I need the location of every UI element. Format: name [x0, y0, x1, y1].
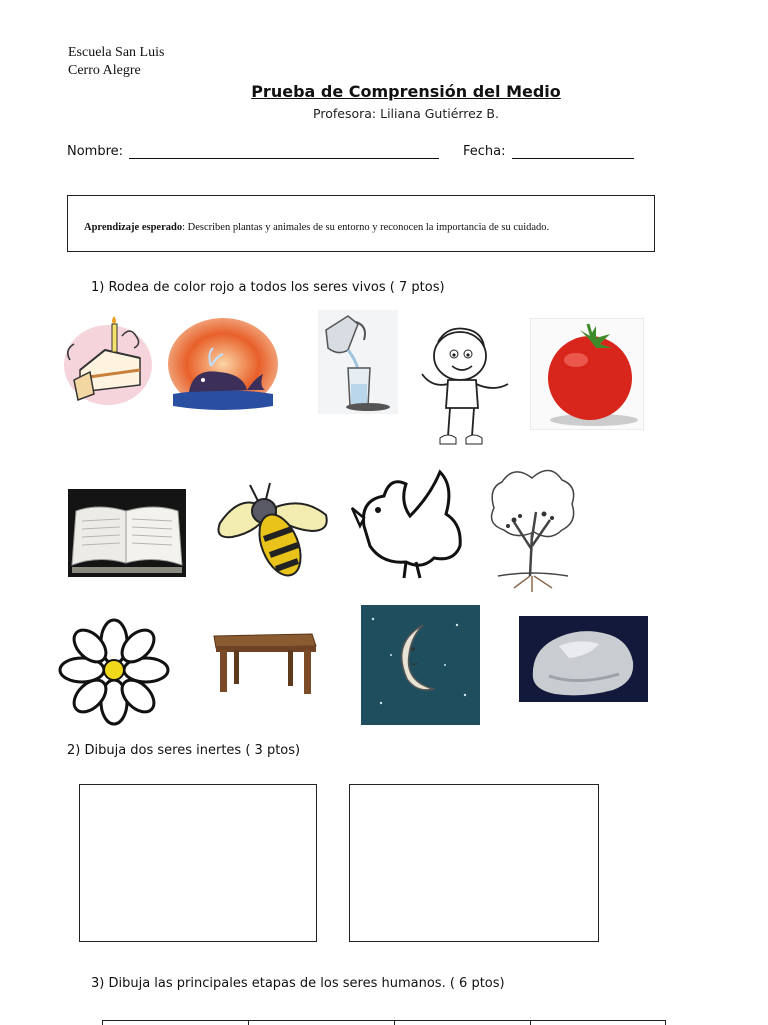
objective-label: Aprendizaje esperado: [84, 222, 183, 233]
wooden-table-icon[interactable]: [212, 628, 318, 696]
page-title: Prueba de Comprensión del Medio: [251, 82, 561, 101]
tree-icon[interactable]: [484, 458, 580, 594]
tomato-icon[interactable]: [530, 318, 644, 430]
name-line[interactable]: [129, 158, 439, 159]
school-name: Escuela San Luis: [68, 45, 165, 60]
drawing-box-2[interactable]: [349, 784, 599, 942]
name-label: Nombre:: [67, 144, 124, 159]
name-field: [67, 144, 439, 159]
water-pitcher-icon[interactable]: [318, 310, 398, 414]
objective-text: [84, 222, 549, 233]
boy-icon[interactable]: [418, 322, 518, 450]
bee-icon[interactable]: [212, 477, 330, 581]
stages-table[interactable]: [102, 1020, 666, 1025]
open-book-icon[interactable]: [68, 489, 186, 577]
school-location: Cerro Alegre: [68, 63, 141, 78]
objective-box: [67, 195, 655, 252]
rock-icon[interactable]: [519, 616, 648, 702]
birthday-cake-icon[interactable]: [60, 310, 155, 410]
question-2: 2) Dibuja dos seres inertes ( 3 ptos): [67, 743, 301, 758]
date-label: Fecha:: [463, 144, 506, 159]
bird-icon[interactable]: [350, 466, 468, 582]
objective-description: : Describen plantas y animales de su entorno y reconocen la importancia de su cuidado.: [182, 222, 550, 233]
daisy-flower-icon[interactable]: [56, 616, 172, 728]
question-1: 1) Rodea de color rojo a todos los seres vivos ( 7 ptos): [91, 280, 445, 295]
crescent-moon-icon[interactable]: [361, 605, 480, 725]
whale-icon[interactable]: [167, 316, 279, 412]
date-line[interactable]: [512, 158, 634, 159]
question-3: 3) Dibuja las principales etapas de los seres humanos. ( 6 ptos): [91, 976, 505, 991]
teacher-name: Profesora: Liliana Gutiérrez B.: [313, 106, 499, 121]
drawing-box-1[interactable]: [79, 784, 317, 942]
date-field: [463, 144, 634, 159]
